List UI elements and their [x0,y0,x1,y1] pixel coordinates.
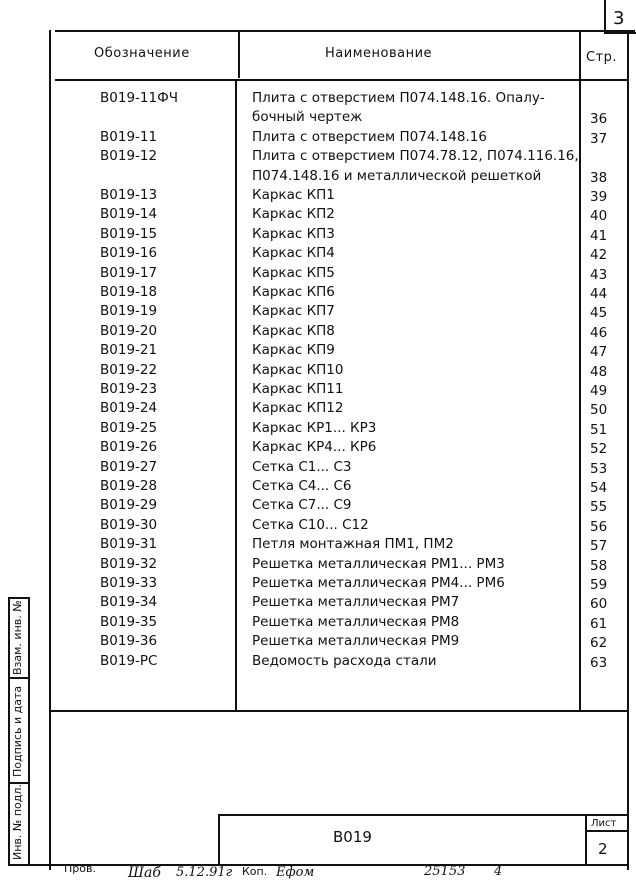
row-page: 56 [590,518,608,535]
title-block-sheet-number: 2 [598,840,608,858]
header-bottom-line [55,79,627,81]
title-block-sheet-divider [585,814,587,865]
title-block-sheet-label-line [585,830,628,832]
row-page: 54 [590,480,608,496]
row-name-line: Решетка металлическая РМ7 [252,594,460,611]
row-page: 50 [590,402,608,419]
frame-left [49,30,51,870]
row-code: В019-17 [100,264,158,281]
title-block-doc-code: В019 [333,828,372,846]
row-page: 49 [590,383,608,399]
stamp-podpis-data: Подпись и дата [11,685,24,777]
row-name-line: Каркас КР1... КР3 [252,419,377,436]
row-code: В019-23 [100,381,158,397]
row-code: В019-11 [100,128,158,145]
title-block-top [218,814,628,816]
row-code: В019-28 [100,478,158,494]
row-page: 43 [590,266,608,283]
row-name-line: Сетка С10... С12 [252,516,369,533]
row-page: 51 [590,421,608,438]
corner-horizontal-line [604,32,636,34]
row-name-line: Сетка С4... С6 [252,478,352,494]
row-page: 63 [590,654,608,671]
row-name-line: Решетка металлическая РМ9 [252,633,460,650]
col-divider-2 [579,30,581,710]
row-name-line: Каркас КП9 [252,342,335,359]
row-name-line: Каркас КП4 [252,245,335,262]
row-code: В019-24 [100,400,158,417]
row-page: 55 [590,499,608,516]
row-page: 48 [590,363,608,380]
row-name-line: Каркас КП11 [252,381,344,397]
row-code: В019-18 [100,284,158,300]
row-page: 45 [590,305,608,322]
footer-order-number: 25153 [424,864,466,879]
row-code: В019-26 [100,439,158,456]
row-name-line: П074.148.16 и металлической решеткой [252,167,542,184]
row-code: В019-13 [100,187,158,203]
row-code: В019-36 [100,633,158,650]
stamp-vzam-inv: Взам. инв. № [11,600,24,675]
footer-kop-label: Коп. [242,865,268,878]
col-divider-1-body [235,79,237,710]
row-name-line: Каркас КП1 [252,187,335,203]
corner-vertical-line [604,0,606,33]
row-code: В019-30 [100,516,158,533]
stamp-inv-podl: Инв. № подл. [11,784,24,860]
row-code: В019-12 [100,148,158,165]
stamp-inner [28,597,30,865]
row-page: 61 [590,615,608,632]
row-page: 60 [590,596,608,613]
row-page: 36 [590,111,608,128]
row-page: 59 [590,577,608,593]
row-name-line: Петля монтажная ПМ1, ПМ2 [252,536,454,553]
row-page: 41 [590,227,608,244]
row-name-line: Сетка С1... С3 [252,458,352,475]
row-name-line: Каркас КР4... КР6 [252,439,377,456]
row-code: В019-35 [100,613,158,630]
row-name-line: Каркас КП8 [252,322,335,339]
row-code: В019-33 [100,575,158,591]
row-name-line: Каркас КП10 [252,361,344,378]
row-page: 53 [590,460,608,477]
row-page: 39 [590,189,608,205]
stamp-top [8,597,29,599]
row-name-line: Плита с отверстием П074.148.16. Опалу- [252,90,545,106]
sheet-corner-number: 3 [613,8,625,29]
row-code: В019-22 [100,361,158,378]
stamp-sep-1 [8,677,29,679]
row-code: В019-25 [100,419,158,436]
row-code: В019-31 [100,536,158,553]
row-code: В019-19 [100,303,158,320]
row-name-line: Каркас КП5 [252,264,335,281]
row-page: 57 [590,538,608,555]
row-code: В019-15 [100,225,158,242]
row-code: В019-21 [100,342,158,359]
footer-prov: Пров. [64,862,96,875]
row-name-line: Решетка металлическая РМ4... РМ6 [252,575,505,591]
frame-bottom [8,864,628,866]
row-name-line: Каркас КП3 [252,225,335,242]
row-name-line: Сетка С7... С9 [252,497,352,514]
row-page: 52 [590,441,608,458]
header-name: Наименование [325,46,433,61]
row-name-line: Каркас КП7 [252,303,335,320]
row-page: 47 [590,344,608,361]
row-page: 44 [590,286,608,302]
row-name-line: Каркас КП12 [252,400,344,417]
row-code: В019-11ФЧ [100,90,178,106]
footer-format: 4 [494,864,503,879]
row-page: 46 [590,324,608,341]
row-name-line: Каркас КП2 [252,206,335,223]
row-page: 62 [590,635,608,652]
header-designation: Обозначение [94,46,190,61]
table-bottom-line [49,710,627,712]
frame-right [627,30,629,870]
row-code: В019-20 [100,322,158,339]
row-name-line: Решетка металлическая РМ1... РМ3 [252,555,505,572]
stamp-outer-left [8,597,10,865]
row-page: 40 [590,208,608,225]
row-name-line: Плита с отверстием П074.78.12, П074.116.16, [252,148,579,165]
col-divider-1 [238,30,240,78]
row-code: В019-34 [100,594,158,611]
title-block-left [218,814,220,865]
row-page: 42 [590,247,608,264]
row-page: 37 [590,130,608,147]
row-code: В019-16 [100,245,158,262]
row-code: В019-27 [100,458,158,475]
row-code: В019-32 [100,555,158,572]
row-name-line: Плита с отверстием П074.148.16 [252,128,487,145]
row-name-line: бочный чертеж [252,109,363,126]
row-page: 38 [590,169,608,186]
row-code: В019-14 [100,206,158,223]
row-code: В019-РС [100,652,158,669]
footer-date: 5.12.91г [176,865,233,880]
row-name-line: Решетка металлическая РМ8 [252,613,460,630]
header-page: Стр. [586,50,618,65]
footer-kop-signature: Ефом [276,865,315,880]
frame-top [55,30,635,32]
row-name-line: Ведомость расхода стали [252,652,437,669]
row-name-line: Каркас КП6 [252,284,335,300]
row-page: 58 [590,557,608,574]
title-block-sheet-label: Лист [591,818,617,829]
footer-signature: Шаб [128,865,161,881]
row-code: В019-29 [100,497,158,514]
